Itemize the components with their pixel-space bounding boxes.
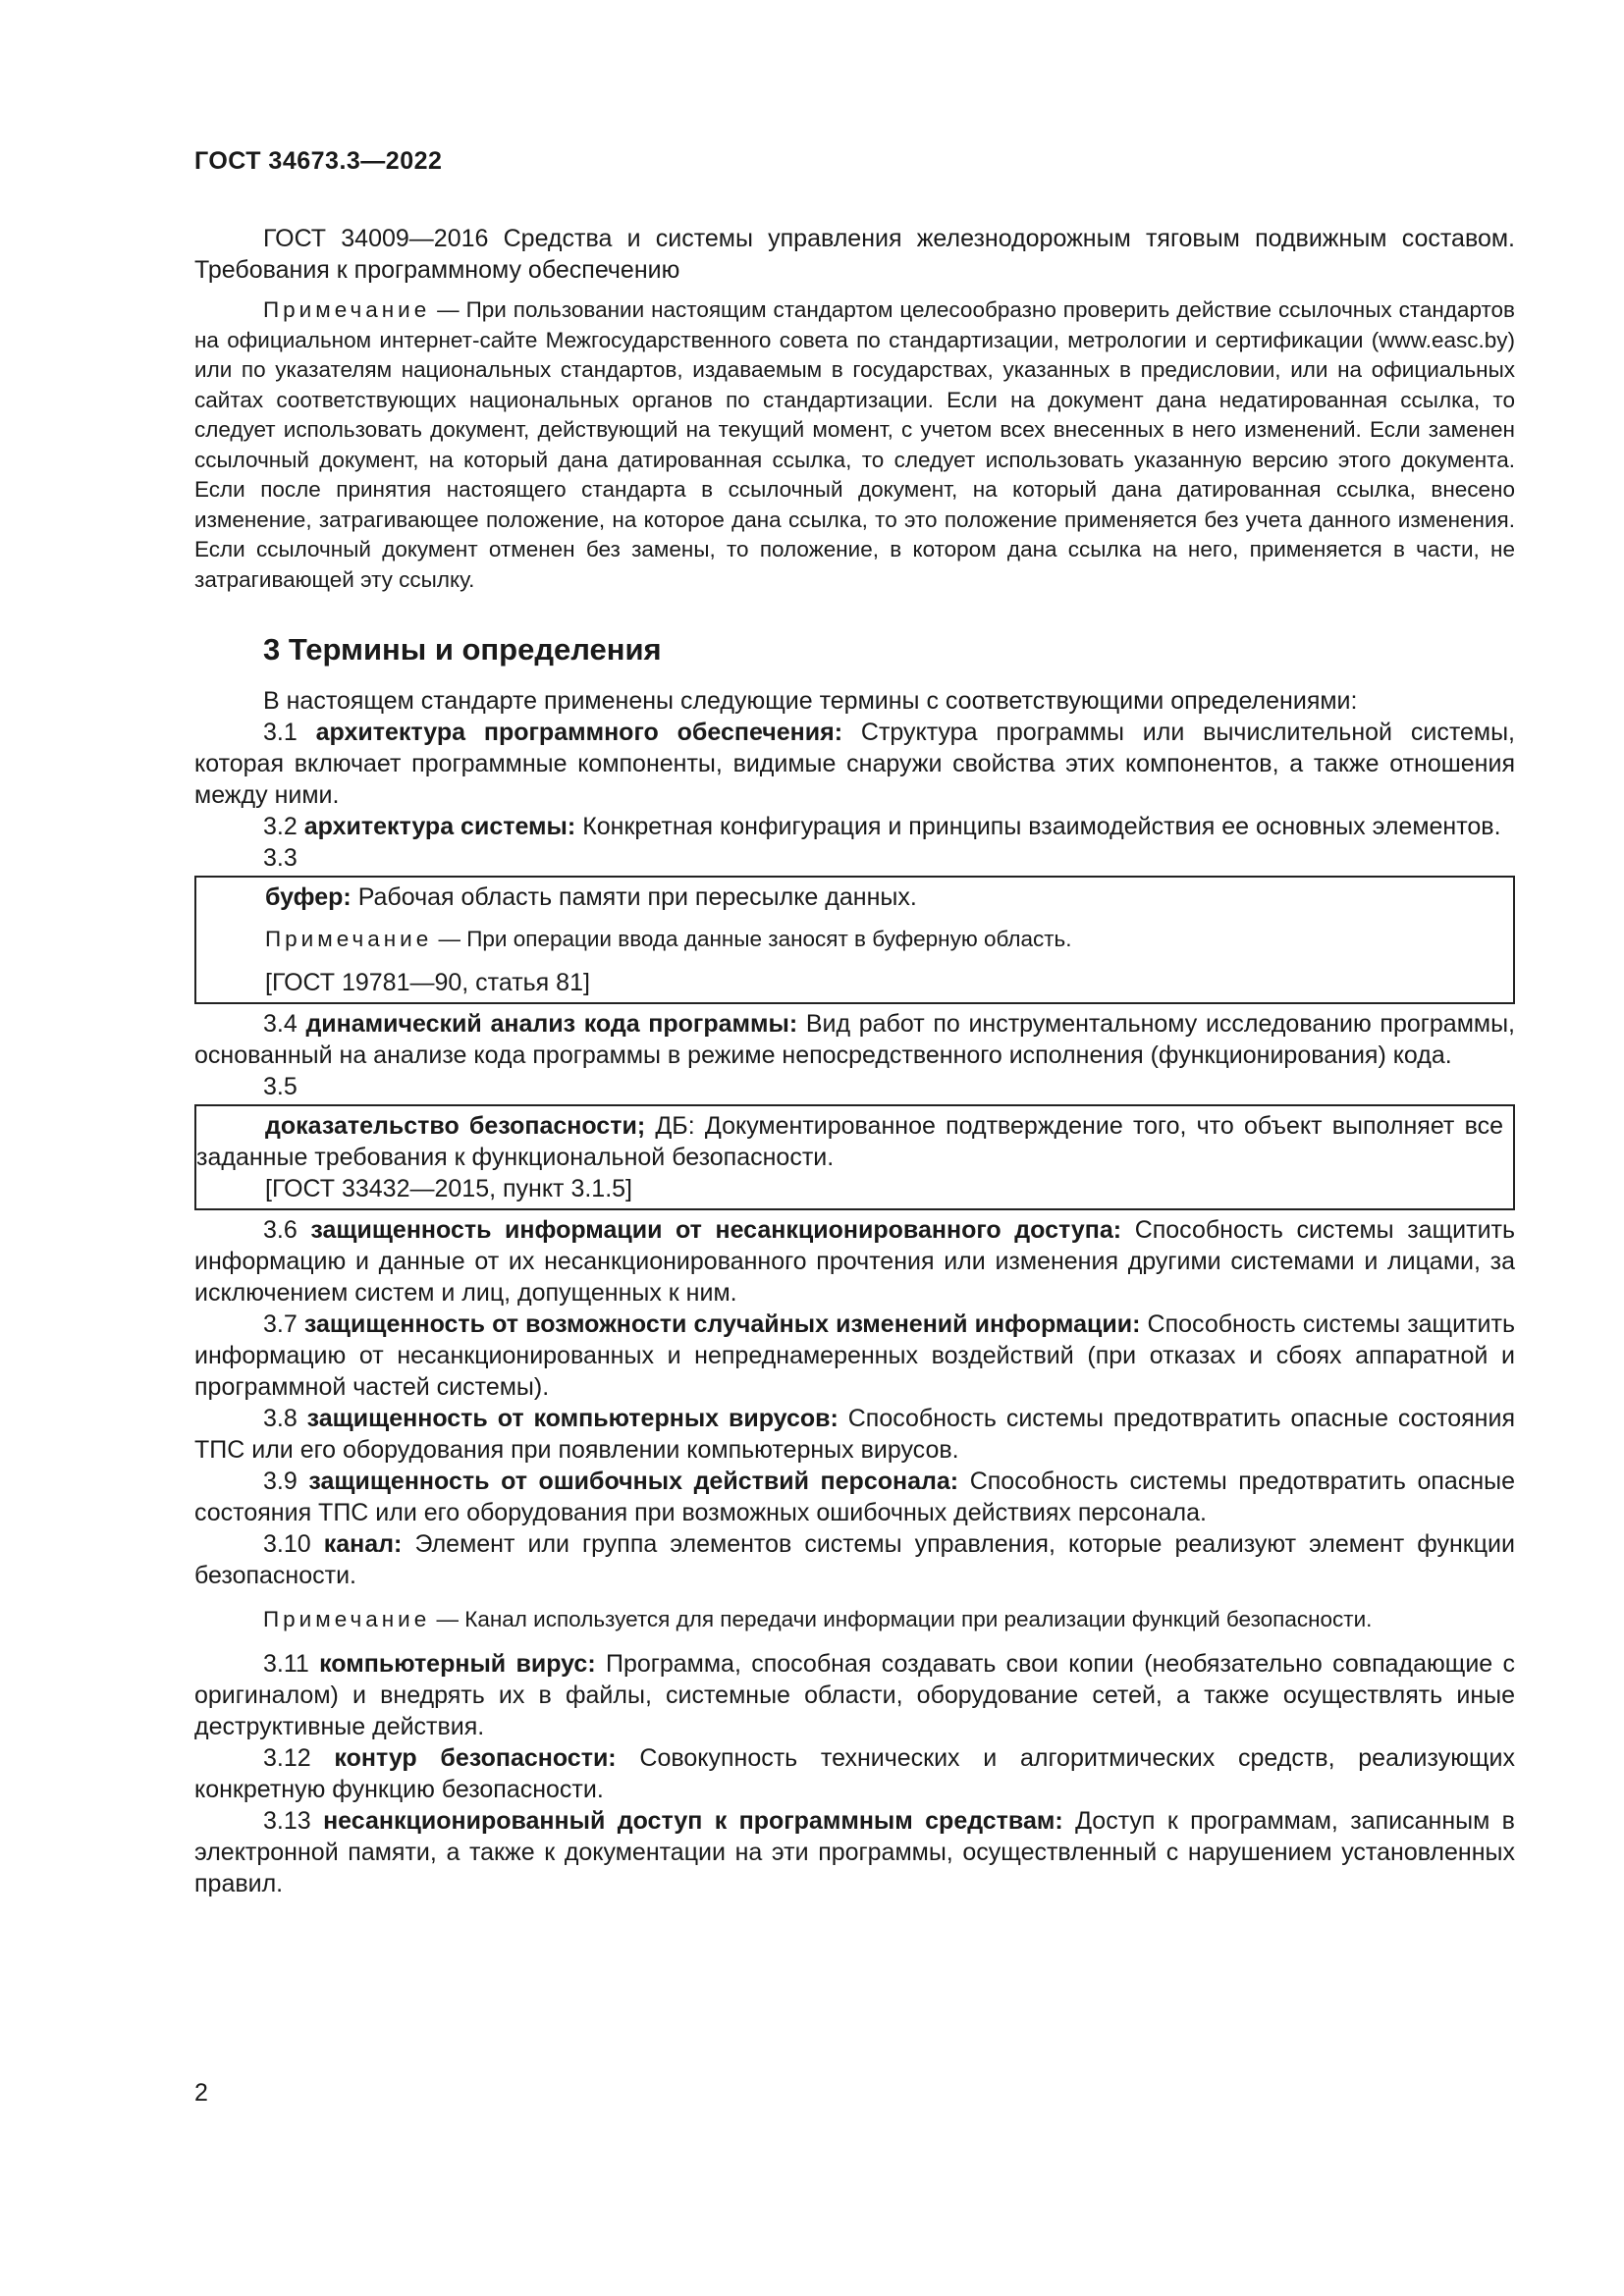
term-definition: Способность системы предотвратить опасные состояния ТПС или его оборудования при возможных ошибочных действиях персонала. xyxy=(194,1467,1515,1526)
term-number: 3.4 xyxy=(263,1009,298,1038)
term-number: 3.13 xyxy=(263,1807,311,1835)
term-definition: Способность системы предотвратить опасные состояния ТПС или его оборудования при появлении компьютерных вирусов. xyxy=(194,1404,1515,1464)
page-number: 2 xyxy=(194,2079,208,2107)
term-number: 3.7 xyxy=(263,1309,298,1338)
term-note-text: — При операции ввода данные заносят в буферную область. xyxy=(432,927,1072,951)
page-body xyxy=(194,147,1515,1899)
term-source: [ГОСТ 33432—2015, пункт 3.1.5] xyxy=(265,1174,632,1202)
term-name: канал: xyxy=(323,1529,403,1558)
term-name: доказательство безопасности; xyxy=(265,1111,646,1140)
term-definition: Программа, способная создавать свои копии (необязательно совпадающие с оригиналом) и внедрять их в файлы, системные области, оборудование сетей, а также осуществлять иные деструктивные действия. xyxy=(194,1650,1516,1740)
term-number: 3.1 xyxy=(263,719,298,746)
term-source: [ГОСТ 19781—90, статья 81] xyxy=(265,968,590,996)
term-number: 3.12 xyxy=(263,1744,311,1772)
term-name: защищенность информации от несанкционированного доступа: xyxy=(310,1215,1122,1244)
term-definition: Элемент или группа элементов системы управления, которые реализуют элемент функции безопасности. xyxy=(194,1529,1515,1589)
term-name: несанкционированный доступ к программным средствам: xyxy=(323,1807,1063,1835)
term-definition: Доступ к программам, записанным в электронной памяти, а также к документации на эти программы, осуществленный с нарушением установленных правил. xyxy=(194,1807,1515,1897)
term-definition: ДБ: Документированное подтверждение того, что объект выполняет все заданные требования к функциональной безопасности. xyxy=(196,1111,1503,1171)
term-name: защищенность от возможности случайных изменений информации: xyxy=(303,1309,1141,1338)
reference-note-text: — При пользовании настоящим стандартом целесообразно проверить действие ссылочных стандартов на официальном интернет-сайте Межгосударственного совета по стандартизации, метрологии и сертификации (www.easc.by) или по указателям национальных стандартов, издаваемым в государствах, указанных в предисловии, или на официальных сайтах соответствующих национальных органов по стандартизации. Если на документ дана недатированная ссылка, то следует использовать документ, действующий на текущий момент, с учетом всех внесенных в него изменений. Если заменен ссылочный документ, на который дана датированная ссылка, то следует использовать указанную версию этого документа. Если после принятия настоящего стандарта в ссылочный документ, на который дана датированная ссылка, внесено изменение, затрагивающее положение, на которое дана ссылка, то это положение применяется без учета данного изменения. Если ссылочный документ отменен без замены, то положение, в котором дана ссылка на него, применяется в части, не затрагивающей эту ссылку. xyxy=(194,297,1515,592)
term-number: 3.6 xyxy=(263,1215,298,1244)
term-note xyxy=(194,1605,1515,1635)
note-label: Примечание xyxy=(263,297,431,322)
term-name: буфер: xyxy=(265,883,352,911)
section-title: 3 Термины и определения xyxy=(263,632,662,667)
term-number: 3.3 xyxy=(263,844,298,872)
term-number: 3.8 xyxy=(263,1404,298,1432)
term-number: 3.9 xyxy=(263,1467,298,1495)
term-number: 3.2 xyxy=(263,813,298,840)
document-header: ГОСТ 34673.3—2022 xyxy=(194,147,443,175)
term-3-12 xyxy=(194,1742,1515,1805)
term-3-13 xyxy=(194,1805,1515,1899)
term-note-text: — Канал используется для передачи информации при реализации функций безопасности. xyxy=(430,1606,1373,1631)
term-name: защищенность от ошибочных действий персонала: xyxy=(308,1467,959,1495)
term-3-2 xyxy=(194,811,1515,842)
reference-note xyxy=(194,295,1515,595)
term-3-4 xyxy=(194,1008,1515,1071)
term-3-9 xyxy=(194,1466,1515,1528)
term-3-11 xyxy=(194,1648,1515,1742)
term-3-5 xyxy=(196,1110,1503,1173)
term-name: динамический анализ кода программы: xyxy=(305,1009,798,1038)
term-definition: Способность системы защитить информацию от несанкционированных и непреднамеренных воздействий (при отказах и сбоях аппаратной и программной частей системы). xyxy=(194,1309,1515,1401)
term-3-8 xyxy=(194,1403,1515,1466)
term-name: архитектура системы: xyxy=(303,813,576,840)
term-name: архитектура программного обеспечения: xyxy=(315,719,843,746)
note-label: Примечание xyxy=(265,927,433,951)
term-3-10 xyxy=(194,1528,1515,1591)
term-name: защищенность от компьютерных вирусов: xyxy=(306,1404,839,1432)
term-note xyxy=(196,925,1503,955)
reference-entry: ГОСТ 34009—2016 Средства и системы управления железнодорожным тяговым подвижным составом. Требования к программному обеспечению xyxy=(194,225,1515,284)
term-3-7 xyxy=(194,1308,1515,1403)
term-3-3 xyxy=(196,881,1503,913)
term-number: 3.5 xyxy=(263,1072,298,1100)
term-number: 3.11 xyxy=(263,1650,309,1678)
term-name: контур безопасности: xyxy=(334,1744,617,1772)
note-label: Примечание xyxy=(263,1606,431,1631)
term-box-3-3 xyxy=(194,876,1515,1004)
term-definition: Рабочая область памяти при пересылке данных. xyxy=(357,883,917,911)
term-3-1 xyxy=(194,717,1515,811)
term-box-3-5 xyxy=(194,1104,1515,1210)
term-definition: Совокупность технических и алгоритмических средств, реализующих конкретную функцию безопасности. xyxy=(194,1744,1515,1803)
term-definition: Вид работ по инструментальному исследованию программы, основанный на анализе кода программы в режиме непосредственного исполнения (функционирования) кода. xyxy=(194,1009,1515,1069)
term-name: компьютерный вирус: xyxy=(319,1650,596,1678)
term-definition: Способность системы защитить информацию и данные от их несанкционированного прочтения или изменения другими системами и лицами, за исключением систем и лиц, допущенных к ним. xyxy=(194,1215,1516,1307)
term-definition: Конкретная конфигурация и принципы взаимодействия ее основных элементов. xyxy=(582,813,1501,840)
term-number: 3.10 xyxy=(263,1529,311,1558)
term-definition: Структура программы или вычислительной системы, которая включает программные компоненты, видимые снаружи свойства этих компонентов, а также отношения между ними. xyxy=(194,719,1515,809)
intro-paragraph: В настоящем стандарте применены следующие термины с соответствующими определениями: xyxy=(263,687,1358,715)
term-3-6 xyxy=(194,1214,1515,1308)
